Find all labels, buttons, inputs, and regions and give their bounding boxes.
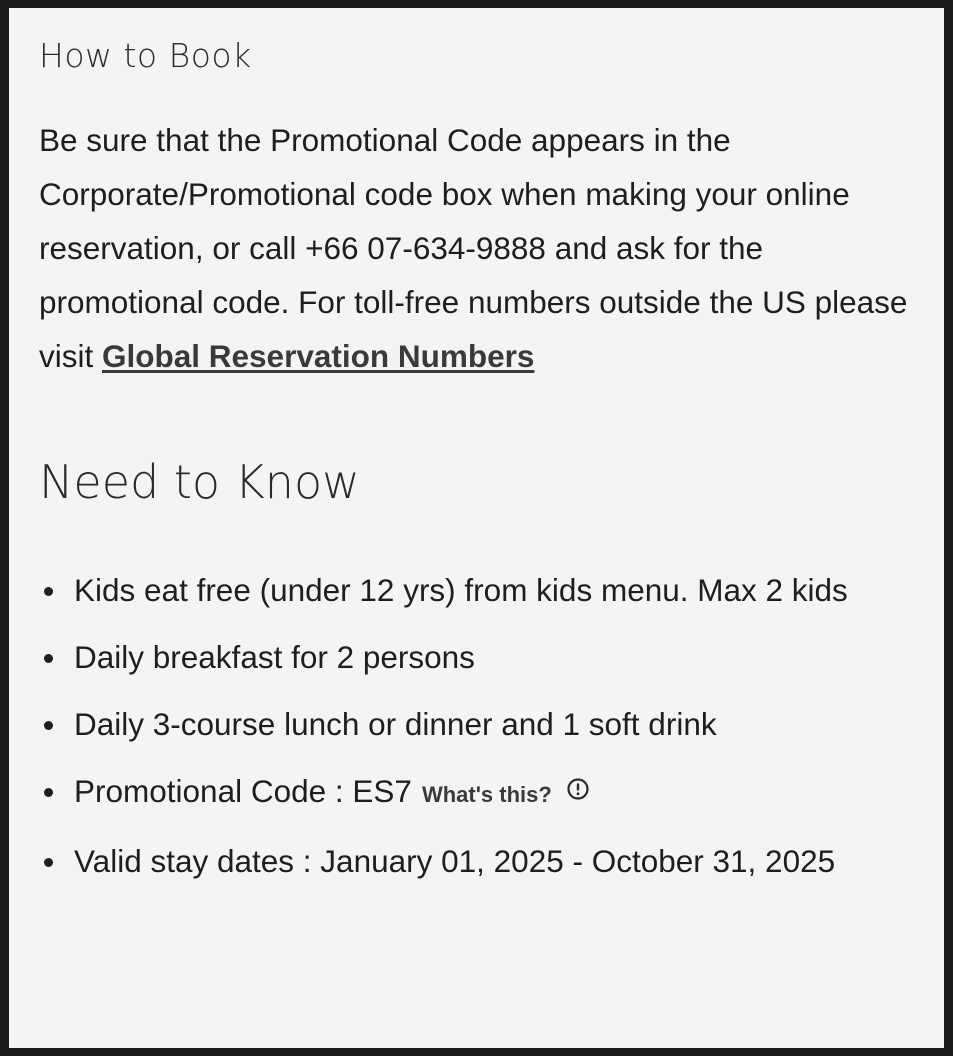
list-item bbox=[74, 624, 914, 691]
how-to-book-heading: How to Book bbox=[39, 36, 252, 75]
bullet-icon bbox=[44, 654, 53, 663]
list-item bbox=[74, 828, 914, 895]
how-to-book-text bbox=[39, 113, 929, 383]
promo-code-text: Promotional Code : ES7 bbox=[74, 773, 412, 809]
need-to-know-heading: Need to Know bbox=[39, 455, 360, 509]
offer-details-panel bbox=[9, 8, 944, 1048]
info-circle-icon[interactable] bbox=[566, 757, 590, 824]
list-item-text: Valid stay dates : January 01, 2025 - October 31, 2025 bbox=[74, 843, 836, 879]
list-item-text: Daily breakfast for 2 persons bbox=[74, 639, 475, 675]
bullet-icon bbox=[44, 788, 53, 797]
how-to-book-body: Be sure that the Promotional Code appears in the Corporate/Promotional code box when making your online reservation, or call +66 07-634-9888 and ask for the promotional code. For toll-free numbers outside the US please visit bbox=[39, 122, 908, 374]
list-item bbox=[74, 557, 914, 624]
list-item-text: Kids eat free (under 12 yrs) from kids menu. Max 2 kids bbox=[74, 572, 848, 608]
bullet-icon bbox=[44, 858, 53, 867]
whats-this-link[interactable]: What's this? bbox=[421, 782, 552, 807]
list-item-text: Daily 3-course lunch or dinner and 1 soft drink bbox=[74, 706, 717, 742]
bullet-icon bbox=[44, 587, 53, 596]
bullet-icon bbox=[44, 721, 53, 730]
list-item bbox=[74, 758, 914, 828]
global-reservation-numbers-link[interactable]: Global Reservation Numbers bbox=[102, 338, 535, 374]
need-to-know-list bbox=[74, 557, 914, 895]
list-item bbox=[74, 691, 914, 758]
